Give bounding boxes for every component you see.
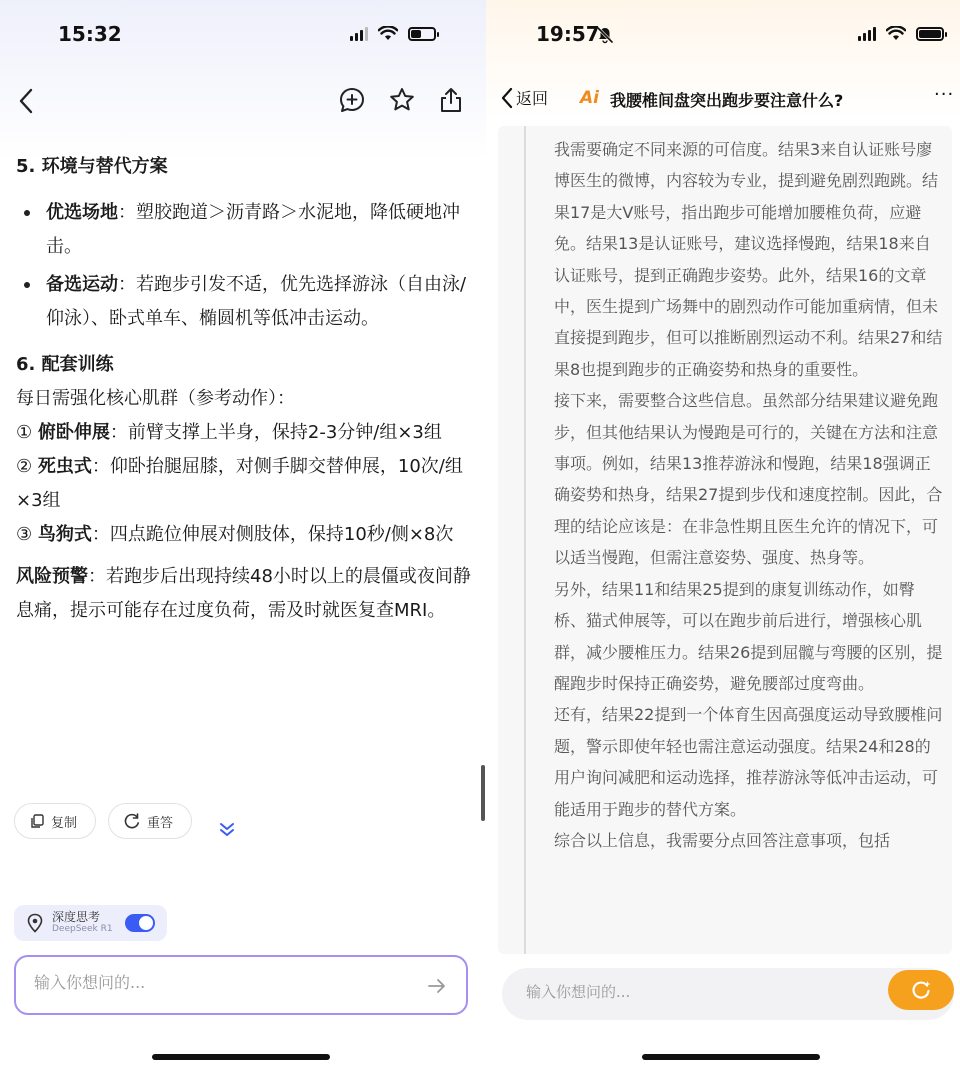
- section-title: 5. 环境与替代方案: [16, 156, 168, 177]
- thinking-text: [554, 134, 944, 856]
- wifi-icon: [378, 26, 398, 41]
- status-icons: [350, 26, 436, 41]
- copy-label: 复制: [51, 815, 78, 831]
- chat-input-box[interactable]: [502, 968, 954, 1020]
- nav-bar: [0, 82, 486, 122]
- share-icon[interactable]: [438, 86, 464, 114]
- answer-content: [16, 150, 472, 628]
- bullet-label: 优选场地: [46, 202, 118, 223]
- thinking-paragraph: 接下来，需要整合这些信息。虽然部分结果建议避免跑步，但其他结果认为慢跑是可行的，关键在方法和注意事项。例如，结果13推荐游泳和慢跑，结果18强调正确姿势和热身，结果27提到步伐和速度控制。因此，合理的结论应该是：在非急性期且医生允许的情况下，可以适当慢跑，但需注意姿势、强度、热身等。: [554, 391, 943, 568]
- bell-slash-icon: [596, 26, 614, 44]
- regenerate-label: 重答: [147, 815, 174, 831]
- thinking-panel: [498, 126, 952, 954]
- double-chevron-down-icon[interactable]: [218, 821, 236, 839]
- copy-icon: [29, 813, 45, 829]
- chat-input[interactable]: [34, 973, 414, 992]
- deep-think-toggle[interactable]: [14, 905, 167, 941]
- bullet-label: 备选运动: [46, 274, 118, 295]
- wifi-icon: [886, 26, 906, 41]
- answer-actions: [14, 803, 236, 839]
- signal-icon: [858, 27, 876, 41]
- location-pin-icon: [26, 913, 44, 933]
- page-title: 我腰椎间盘突出跑步要注意什么?: [610, 91, 844, 110]
- chat-input-box[interactable]: [14, 955, 468, 1015]
- deep-think-model: DeepSeek R1: [52, 924, 113, 934]
- back-chevron-icon: [500, 87, 514, 109]
- status-bar: [486, 20, 960, 56]
- signal-icon: [350, 27, 368, 41]
- quote-line: [524, 126, 526, 954]
- refresh-icon: [123, 812, 141, 830]
- section-intro: 每日需强化核心肌群（参考动作）：: [16, 388, 295, 409]
- risk-warning: 风险预警：若跑步后出现持续48小时以上的晨僵或夜间静息痛，提示可能存在过度负荷，需及时就医复查MRI。: [16, 566, 471, 621]
- new-chat-icon[interactable]: [338, 86, 366, 114]
- exercise-item: ① 俯卧伸展：前臂支撑上半身，保持2-3分钟/组×3组: [16, 422, 442, 443]
- star-icon[interactable]: [388, 86, 416, 114]
- section-title: 6. 配套训练: [16, 354, 114, 375]
- thinking-paragraph: 我需要确定不同来源的可信度。结果3来自认证账号廖博医生的微博，内容较为专业，提到避免剧烈跑跳。结果17是大V账号，指出跑步可能增加腰椎负荷，应避免。结果13是认证账号，建议选择慢跑，结果18来自认证账号，提到正确跑步姿势。此外，结果16的文章中，医生提到广场舞中的剧烈动作可能加重病情，但未直接提到跑步，但可以推断剧烈运动不利。结果27和结果8也提到跑步的正确姿势和热身的重要性。: [554, 140, 943, 379]
- ai-logo-icon: Ai: [580, 88, 599, 108]
- battery-icon: [916, 27, 944, 41]
- toggle-switch[interactable]: [125, 914, 155, 932]
- send-arrow-icon[interactable]: [426, 975, 448, 997]
- right-phone-screen: [486, 0, 960, 1068]
- sparkle-send-icon: [910, 979, 932, 1001]
- thinking-paragraph: 综合以上信息，我需要分点回答注意事项，包括: [554, 830, 891, 850]
- deep-think-title: 深度思考: [52, 910, 101, 924]
- status-time: 19:57: [536, 22, 600, 46]
- home-indicator: [152, 1054, 330, 1060]
- thinking-paragraph: 还有，结果22提到一个体育生因高强度运动导致腰椎问题，警示即使年轻也需注意运动强度。结果24和28的用户询问减肥和运动选择，推荐游泳等低冲击运动，可能适用于跑步的替代方案。: [554, 705, 943, 819]
- chat-input[interactable]: [526, 983, 866, 1001]
- home-indicator: [642, 1054, 820, 1060]
- bullet-text: ：塑胶跑道＞沥青路＞水泥地，降低硬地冲击。: [46, 202, 460, 257]
- nav-bar: [486, 84, 960, 118]
- back-chevron-icon[interactable]: [18, 88, 34, 114]
- regenerate-button[interactable]: [108, 803, 192, 839]
- send-button[interactable]: [888, 970, 954, 1010]
- copy-button[interactable]: [14, 803, 96, 839]
- battery-icon: [408, 27, 436, 41]
- status-time: 15:32: [58, 22, 122, 46]
- back-label: 返回: [516, 89, 549, 108]
- exercise-item: ③ 鸟狗式：四点跪位伸展对侧肢体，保持10秒/侧×8次: [16, 524, 454, 545]
- scrollbar[interactable]: [481, 765, 485, 821]
- bullet-text: ：若跑步引发不适，优先选择游泳（自由泳/仰泳）、卧式单车、椭圆机等低冲击运动。: [46, 274, 467, 329]
- status-icons: [858, 26, 944, 41]
- status-bar: [0, 20, 486, 56]
- exercise-item: ② 死虫式：仰卧抬腿屈膝，对侧手脚交替伸展，10次/组×3组: [16, 456, 463, 511]
- list-item: [16, 196, 472, 264]
- list-item: [16, 268, 472, 336]
- more-icon[interactable]: ···: [934, 84, 955, 105]
- thinking-paragraph: 另外，结果11和结果25提到的康复训练动作，如臀桥、猫式伸展等，可以在跑步前后进行，增强核心肌群，减少腰椎压力。结果26提到屈髋与弯腰的区别，提醒跑步时保持正确姿势，避免腰部过度弯曲。: [554, 579, 943, 693]
- back-button[interactable]: [500, 86, 548, 109]
